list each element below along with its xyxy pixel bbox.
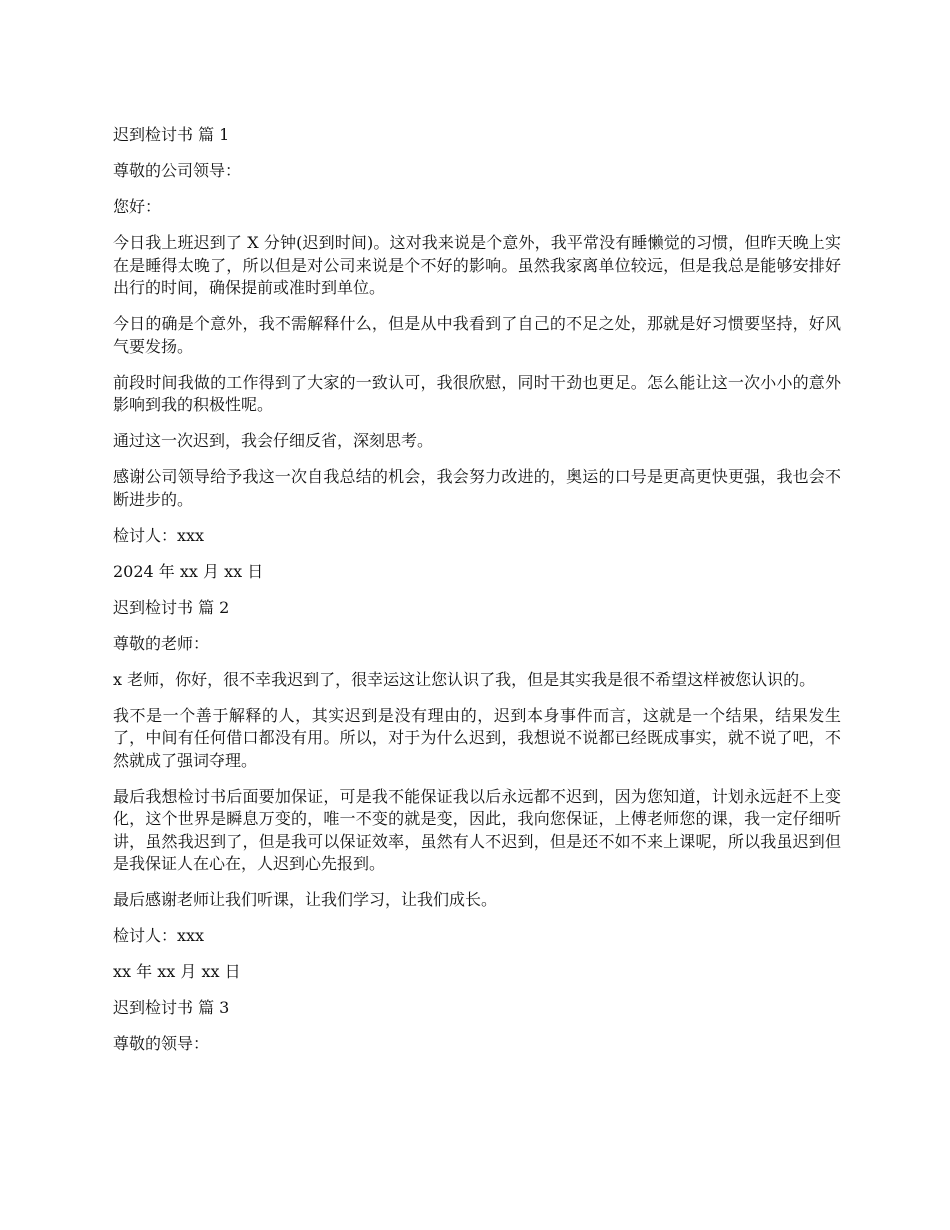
body-paragraph: 前段时间我做的工作得到了大家的一致认可，我很欣慰，同时干劲也更足。怎么能让这一次小小的意外影响到我的积极性呢。 (113, 372, 841, 414)
date-line: xx 年 xx 月 xx 日 (113, 962, 241, 981)
signature-line: 检讨人：xxx (113, 926, 205, 945)
body-paragraph: 感谢公司领导给予我这一次自我总结的机会，我会努力改进的，奥运的口号是更高更快更强，我也会不断进步的。 (113, 467, 841, 509)
body-paragraph: 最后感谢老师让我们听课，让我们学习，让我们成长。 (113, 890, 498, 909)
section-heading: 迟到检讨书 篇 2 (113, 597, 230, 617)
document-body (113, 124, 841, 1069)
body-paragraph: 最后我想检讨书后面要加保证，可是我不能保证我以后永远都不迟到，因为您知道，计划永远赶不上变化，这个世界是瞬息万变的，唯一不变的就是变，因此，我向您保证，上傅老师您的课，我一定仔细听讲，虽然我迟到了，但是我可以保证效率，虽然有人不迟到，但是还不如不来上课呢，所以我虽迟到但是我保证人在心在，人迟到心先报到。 (113, 786, 841, 873)
body-paragraph: 今日的确是个意外，我不需解释什么，但是从中我看到了自己的不足之处，那就是好习惯要坚持，好风气要发扬。 (113, 314, 841, 356)
greeting: 您好： (113, 197, 162, 216)
section-heading: 迟到检讨书 篇 1 (113, 125, 230, 144)
salutation: 尊敬的公司领导： (113, 161, 242, 180)
salutation: 尊敬的领导： (113, 1034, 210, 1053)
body-paragraph: 我不是一个善于解释的人，其实迟到是没有理由的，迟到本身事件而言，这就是一个结果，结果发生了，中间有任何借口都没有用。所以，对于为什么迟到，我想说不说都已经既成事实，就不说了吧，不然就成了强词夺理。 (113, 705, 841, 770)
signature-line: 检讨人：xxx (113, 525, 205, 545)
salutation: 尊敬的老师： (113, 633, 210, 653)
date-line: 2024 年 xx 月 xx 日 (113, 561, 264, 581)
section-heading: 迟到检讨书 篇 3 (113, 998, 230, 1017)
body-paragraph: 今日我上班迟到了 X 分钟(迟到时间)。这对我来说是个意外，我平常没有睡懒觉的习惯，但昨天晚上实在是睡得太晚了，所以但是对公司来说是个不好的影响。虽然我家离单位较远，但是我总是能够安排好出行的时间，确保提前或准时到单位。 (113, 233, 841, 297)
body-paragraph: 通过这一次迟到，我会仔细反省，深刻思考。 (113, 431, 434, 450)
body-paragraph: x 老师，你好，很不幸我迟到了，很幸运这让您认识了我，但是其实我是很不希望这样被您认识的。 (113, 669, 816, 689)
